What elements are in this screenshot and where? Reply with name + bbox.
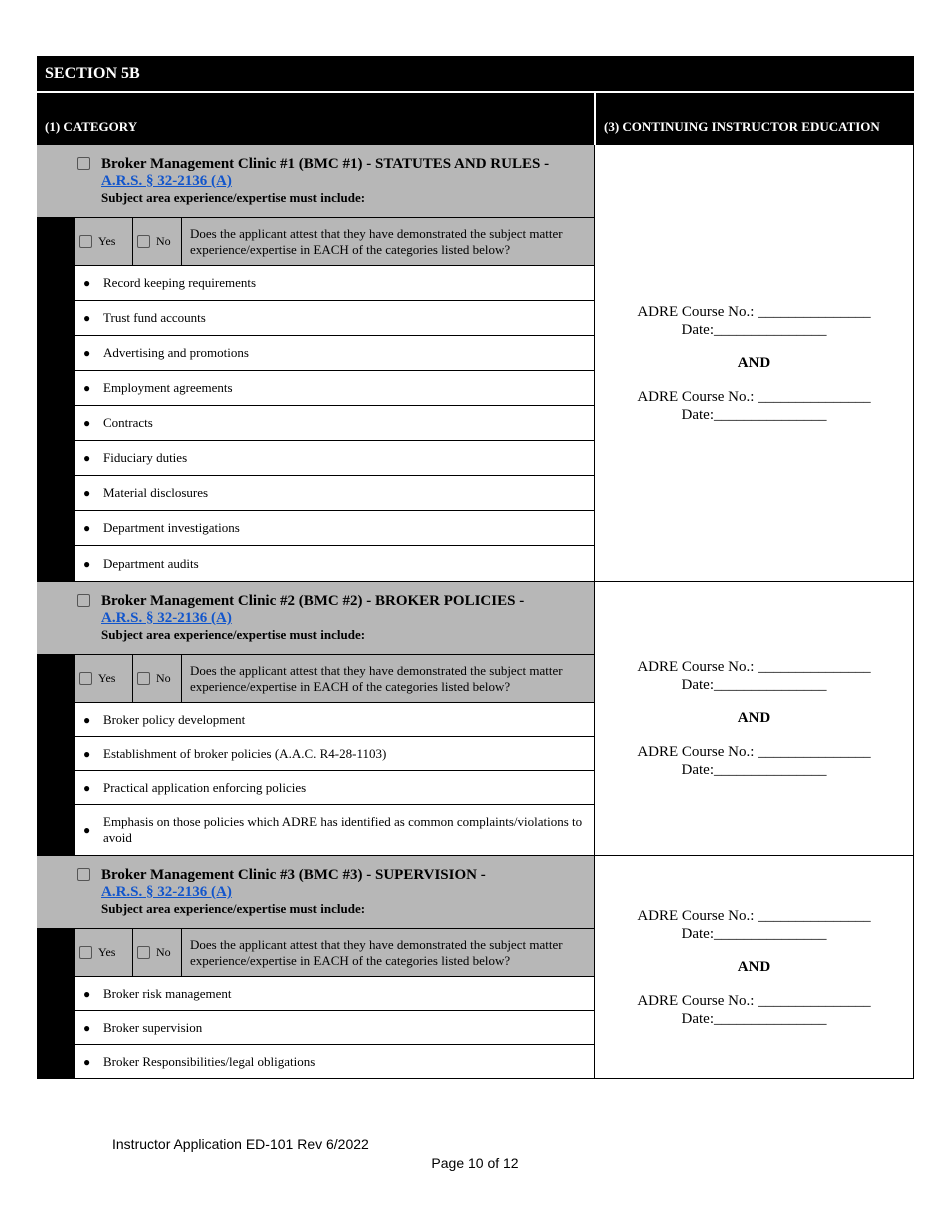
clinic-3-statute-link[interactable]: A.R.S. § 32-2136 (A) [101, 884, 232, 900]
list-item: ● Trust fund accounts [75, 301, 594, 336]
yes-label: Yes [98, 945, 116, 959]
clinic-2-subtitle: Subject area experience/expertise must include: [101, 627, 366, 642]
date-field[interactable]: Date:_______________ [681, 1010, 827, 1027]
attest-question: Does the applicant attest that they have demonstrated the subject matter experience/expertise in EACH of the categories listed below? [190, 662, 563, 694]
clinic-2-course-fields [594, 582, 914, 855]
list-item: ● Advertising and promotions [75, 336, 594, 371]
course-number-field[interactable]: ADRE Course No.: _______________ [637, 744, 871, 760]
attest-question: Does the applicant attest that they have demonstrated the subject matter experience/expertise in EACH of the categories listed below? [190, 225, 563, 257]
clinic-2-header [37, 582, 594, 654]
clinic-1-course-fields [594, 145, 914, 581]
course-number-field[interactable]: ADRE Course No.: _______________ [637, 303, 871, 320]
date-field[interactable]: Date:_______________ [681, 321, 827, 338]
clinic-1-title: Broker Management Clinic #1 (BMC #1) - STATUTES AND RULES - [101, 156, 550, 172]
no-label: No [156, 671, 171, 685]
clinic-1-yes-checkbox[interactable] [79, 235, 92, 248]
clinic-3-title: Broker Management Clinic #3 (BMC #3) - SUPERVISION - [101, 867, 486, 883]
row-marker-bar [37, 654, 75, 855]
list-item: ● Contracts [75, 406, 594, 441]
yes-label: Yes [98, 234, 116, 248]
list-item: ● Department investigations [75, 511, 594, 546]
date-field[interactable]: Date:_______________ [681, 762, 827, 778]
clinic-2-checkbox[interactable] [77, 594, 90, 607]
date-field[interactable]: Date:_______________ [681, 406, 827, 423]
clinic-2-no-checkbox[interactable] [137, 672, 150, 685]
course-number-field[interactable]: ADRE Course No.: _______________ [637, 992, 871, 1009]
date-field[interactable]: Date:_______________ [681, 677, 827, 693]
list-item: ● Practical application enforcing policies [75, 771, 594, 805]
row-marker-bar [37, 928, 75, 1078]
list-item: ● Record keeping requirements [75, 266, 594, 301]
date-field[interactable]: Date:_______________ [681, 925, 827, 942]
clinic-1-no-checkbox[interactable] [137, 235, 150, 248]
no-label: No [156, 234, 171, 248]
row-marker-bar [37, 217, 75, 581]
list-item: ● Department audits [83, 555, 199, 571]
list-item: ● Broker risk management [75, 977, 594, 1011]
form-id: Instructor Application ED-101 Rev 6/2022 [112, 1136, 369, 1152]
clinic-3 [37, 856, 914, 1079]
clinic-3-checkbox[interactable] [77, 868, 90, 881]
and-label: AND [737, 710, 771, 726]
clinic-2-statute-link[interactable]: A.R.S. § 32-2136 (A) [101, 610, 232, 626]
clinic-1-header [37, 145, 594, 217]
course-number-field[interactable]: ADRE Course No.: _______________ [637, 907, 871, 924]
clinic-1-subtitle: Subject area experience/expertise must include: [101, 190, 366, 205]
section-title: SECTION 5B [37, 56, 914, 91]
page-number: Page 10 of 12 [431, 1155, 519, 1171]
clinic-1-checkbox[interactable] [77, 157, 90, 170]
clinic-2 [37, 582, 914, 856]
clinic-3-yes-checkbox[interactable] [79, 946, 92, 959]
list-item: ● Employment agreements [75, 371, 594, 406]
clinic-1 [37, 145, 914, 582]
list-item: ● Fiduciary duties [75, 441, 594, 476]
clinic-3-no-checkbox[interactable] [137, 946, 150, 959]
clinic-2-yes-checkbox[interactable] [79, 672, 92, 685]
clinic-1-statute-link[interactable]: A.R.S. § 32-2136 (A) [101, 173, 232, 189]
and-label: AND [737, 354, 771, 371]
clinic-3-attest-row [75, 928, 594, 977]
continuing-education-column-header: (3) CONTINUING INSTRUCTOR EDUCATION [594, 93, 914, 145]
yes-label: Yes [98, 671, 116, 685]
list-item: ● Broker policy development [75, 703, 594, 737]
clinic-3-course-fields [594, 856, 914, 1078]
clinic-3-subtitle: Subject area experience/expertise must include: [101, 901, 366, 916]
attest-question: Does the applicant attest that they have demonstrated the subject matter experience/expertise in EACH of the categories listed below? [190, 936, 563, 968]
list-item: ● Establishment of broker policies (A.A.C. R4-28-1103) [75, 737, 594, 771]
clinic-1-attest-row [75, 217, 594, 266]
list-item: ● Emphasis on those policies which ADRE has identified as common complaints/violations to avoid [83, 814, 583, 845]
list-item: ● Broker supervision [75, 1011, 594, 1045]
column-headers [37, 91, 914, 145]
course-number-field[interactable]: ADRE Course No.: _______________ [637, 388, 871, 405]
category-column-header: (1) CATEGORY [37, 93, 594, 145]
and-label: AND [737, 958, 771, 975]
clinic-3-header [37, 856, 594, 928]
no-label: No [156, 945, 171, 959]
course-number-field[interactable]: ADRE Course No.: _______________ [637, 659, 871, 675]
clinic-2-attest-row [75, 654, 594, 703]
list-item: ● Material disclosures [75, 476, 594, 511]
clinic-2-title: Broker Management Clinic #2 (BMC #2) - BROKER POLICIES - [101, 593, 525, 609]
list-item: ● Broker Responsibilities/legal obligations [83, 1053, 316, 1069]
section-5b-form [37, 56, 914, 1079]
